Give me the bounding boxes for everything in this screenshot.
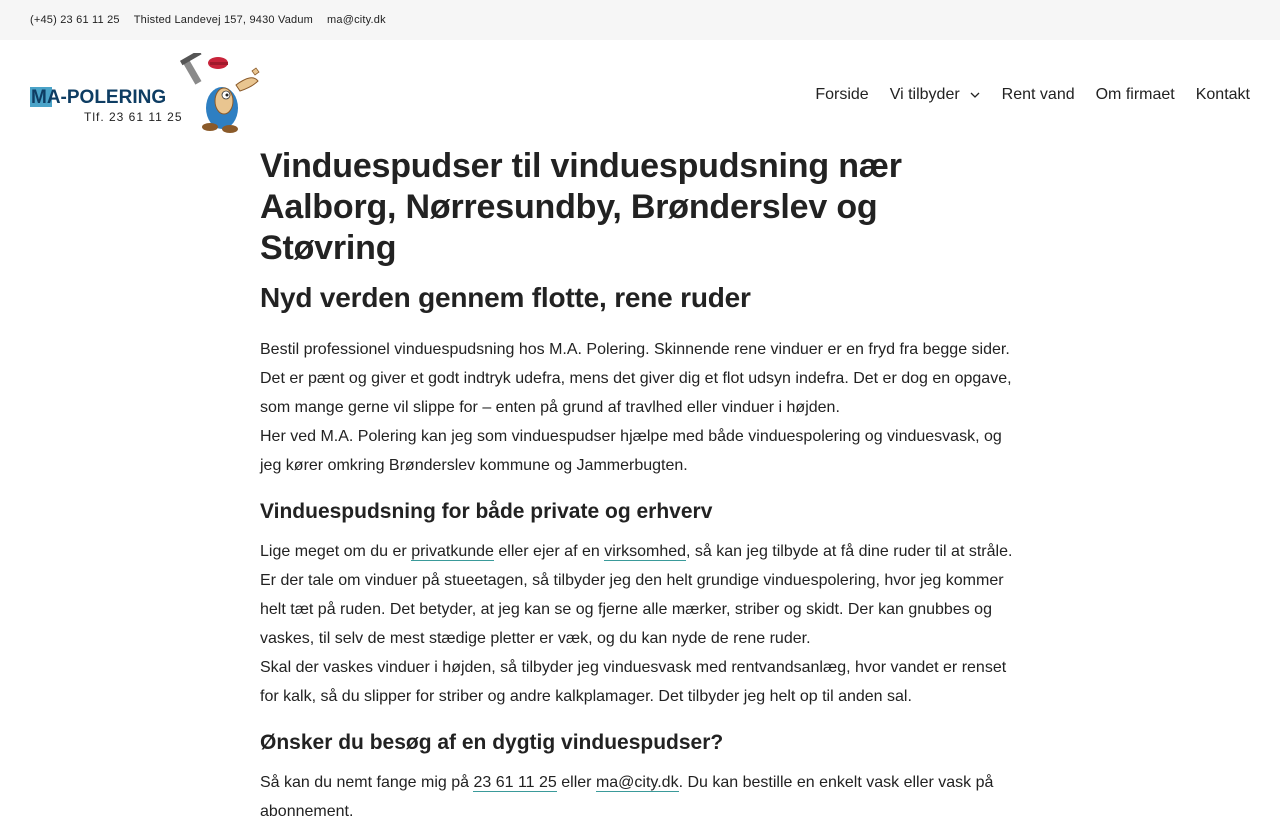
logo-phone-text: Tlf. 23 61 11 25 (84, 110, 183, 124)
nav-item-forside[interactable] (815, 86, 868, 104)
phone-link[interactable]: 23 61 11 25 (473, 774, 557, 791)
logo-brand-text: MA-POLERING (31, 87, 167, 108)
nav-item-kontakt[interactable] (1196, 86, 1250, 104)
nav-label: Rent vand (1001, 86, 1075, 103)
text-run: eller ejer af en (493, 543, 605, 560)
text-run: eller (556, 774, 596, 791)
topbar-email[interactable]: ma@city.dk (327, 14, 386, 26)
site-logo[interactable] (30, 53, 262, 133)
subheading-visit: Ønsker du besøg af en dygtig vinduespudser? (260, 731, 724, 754)
main-nav (815, 86, 1250, 104)
page-title: Vinduespudser til vinduespudsning nær Aalborg, Nørresundby, Brønderslev og Støvring (260, 147, 902, 267)
nav-item-om-firmaet[interactable] (1096, 86, 1175, 104)
chevron-down-icon (969, 91, 981, 99)
nav-label: Kontakt (1195, 86, 1250, 103)
nav-label: Forside (815, 86, 869, 103)
virksomhed-link[interactable]: virksomhed (604, 543, 687, 560)
nav-item-rent-vand[interactable] (1002, 86, 1075, 104)
contact-paragraph (260, 768, 1022, 826)
text-run: . Du kan bestille en enkelt vask eller vask på abonnement. (260, 774, 994, 820)
site-header (0, 40, 1280, 150)
pure-water-paragraph: Skal der vaskes vinduer i højden, så tilbyder jeg vinduesvask med rentvandsanlæg, hvor vandet er renset for kalk, så du slipper for striber og andre kalkplamager. Det tilbyder jeg helt op til anden sal. (260, 659, 1007, 705)
text-run: Lige meget om du er (260, 543, 412, 560)
subheading-private-business: Vinduespudsning for både private og erhverv (260, 500, 713, 523)
nav-label: Vi tilbyder (889, 86, 960, 103)
main-content (260, 146, 1022, 826)
section-heading: Nyd verden gennem flotte, rene ruder (260, 282, 751, 313)
text-run: , så kan jeg tilbyde at få dine ruder til at stråle. Er der tale om vinduer på stueetagen, så tilbyder jeg den helt grundige vinduespolering, hvor jeg kommer helt tæt på ruden. Det betyder, at jeg kan se og fjerne alle mærker, striber og skidt. Der kan gnubbes og vaskes, til selv de mest stædige pletter er væk, og du kan nyde de rene ruder. (260, 543, 1013, 647)
privatkunde-link[interactable]: privatkunde (411, 543, 494, 560)
nav-item-vi-tilbyder[interactable] (890, 86, 981, 104)
logo-graphic (30, 53, 262, 133)
topbar-address: Thisted Landevej 157, 9430 Vadum (133, 14, 314, 26)
private-business-paragraph (260, 537, 1022, 653)
text-run: Så kan du nemt fange mig på (260, 774, 474, 791)
top-contact-bar (0, 0, 1280, 40)
service-area-paragraph: Her ved M.A. Polering kan jeg som vinduespudser hjælpe med både vinduespolering og vinduesvask, og jeg kører omkring Brønderslev kommune og Jammerbugten. (260, 428, 1002, 474)
email-link[interactable]: ma@city.dk (595, 774, 679, 791)
nav-label: Om firmaet (1095, 86, 1175, 103)
intro-paragraph: Bestil professionel vinduespudsning hos M.A. Polering. Skinnende rene vinduer er en fryd fra begge sider. Det er pænt og giver et godt indtryk udefra, mens det giver dig et flot udsyn indefra. Det er dog en opgave, som mange gerne vil slippe for – enten på grund af travlhed eller vinduer i højden. (260, 341, 1012, 416)
topbar-phone[interactable]: (+45) 23 61 11 25 (30, 14, 120, 26)
